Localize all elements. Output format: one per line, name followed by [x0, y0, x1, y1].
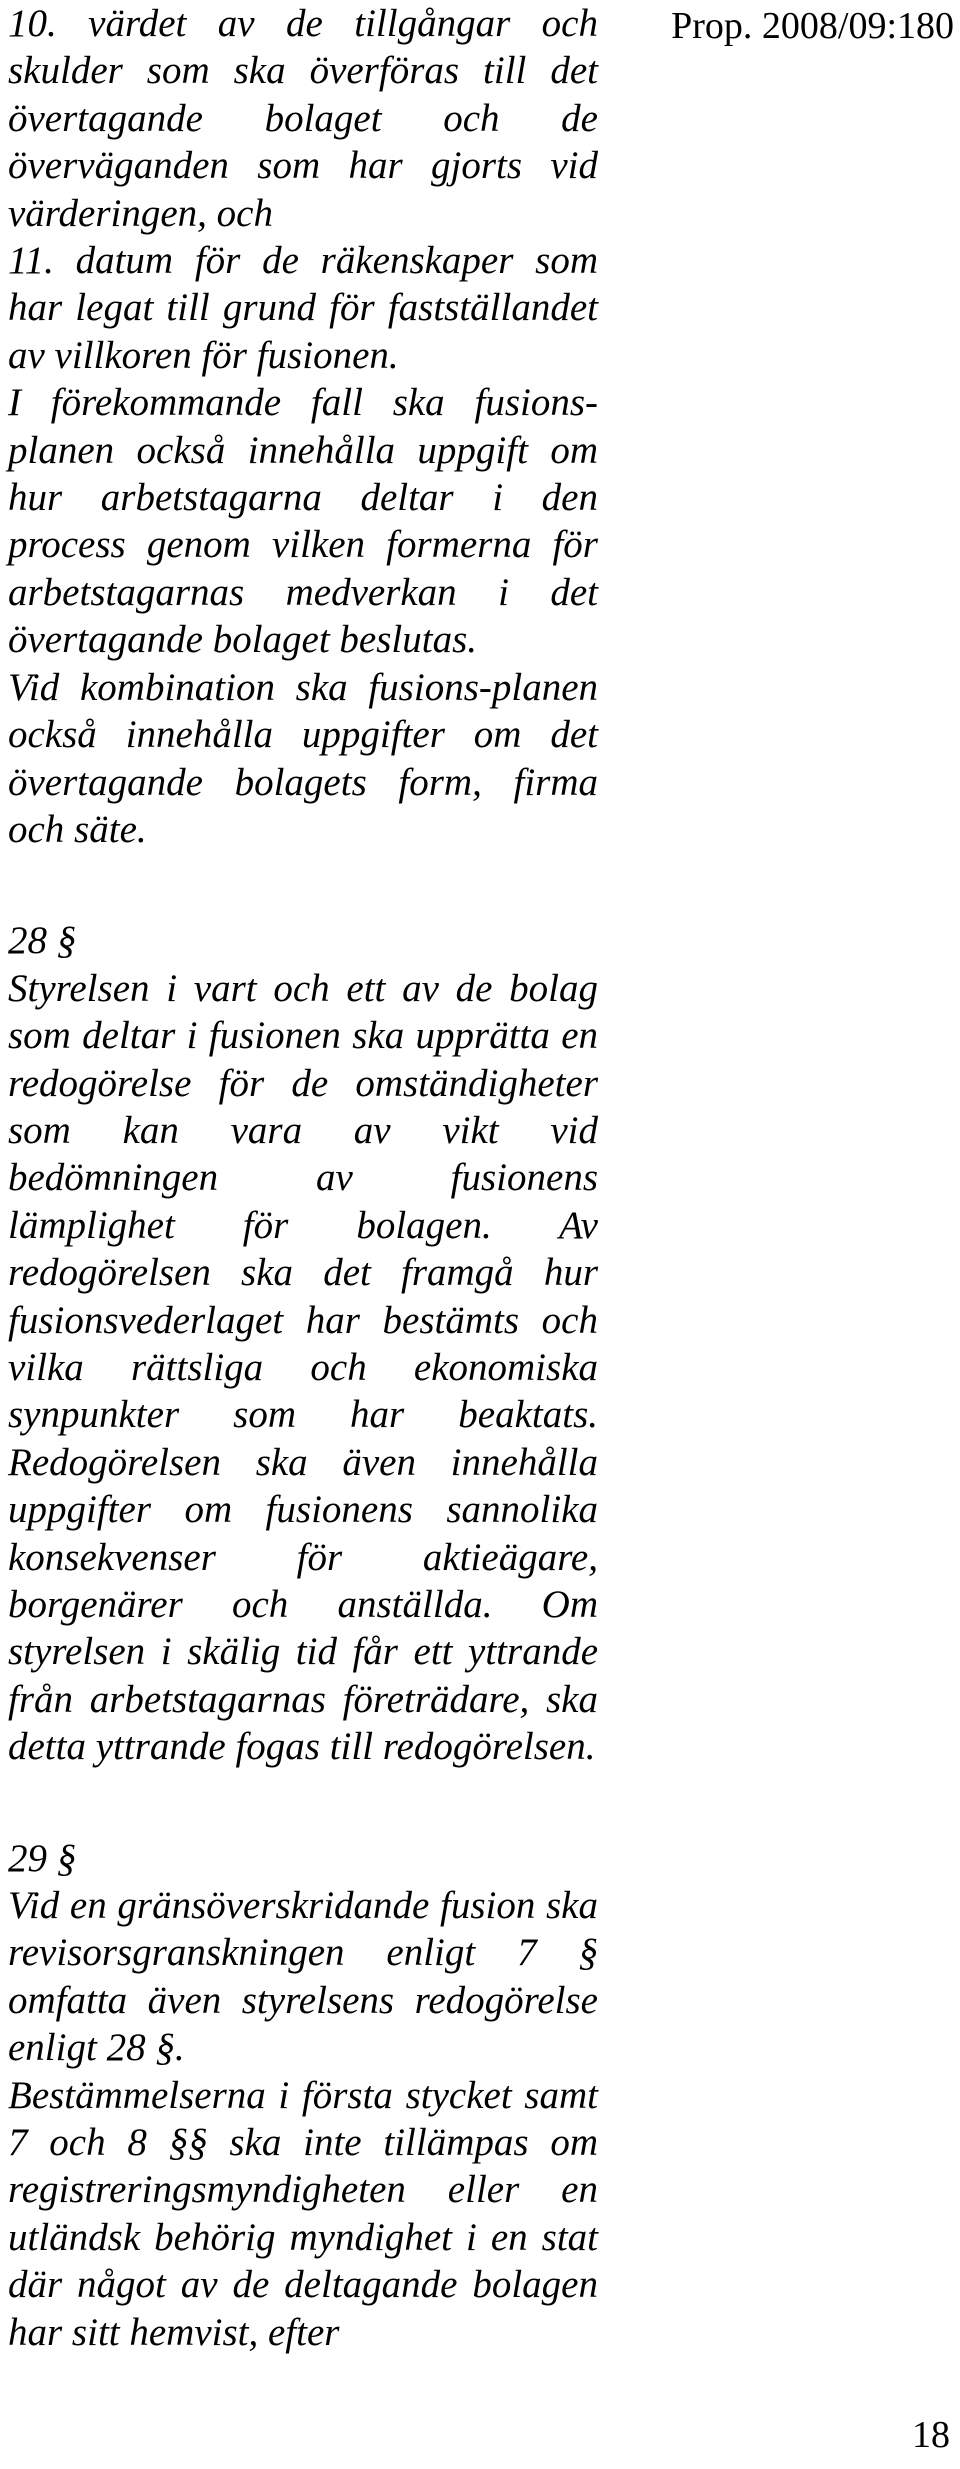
page-number: 18 [912, 2414, 950, 2456]
paragraph-section-28: Styrelsen i vart och ett av de bolag som deltar i fusionen ska upprätta en redogörelse för de omständigheter som kan vara av vikt vid bedömningen av fusionens lämplighet för bolagen. Av redogörelsen ska det framgå hur fusionsvederlaget har bestämts och vilka rättsliga och ekonomiska synpunkter som har beaktats. Redogörelsen ska även innehålla uppgifter om fusionens sannolika konsekvenser för aktieägare, borgenärer och anställda. Om styrelsen i skälig tid får ett yttrande från arbetstagarnas företrädare, ska detta yttrande fogas till redogörelsen. [8, 966, 598, 1769]
paragraph-item-10: 10. värdet av de tillgångar och skulder som ska överföras till det övertagande bolaget och de överväganden som har gjorts vid värderingen, och [8, 2, 598, 235]
paragraph-section-29-first: Vid en gränsöverskridande fusion ska revisorsgranskningen enligt 7 § omfatta även styrelsens redogörelse enligt 28 §. [8, 1884, 598, 2070]
paragraph-employee-participation: I förekommande fall ska fusions-planen också innehålla uppgift om hur arbetstagarna deltar i den process genom vilken formerna för arbetstagarnas medverkan i det övertagande bolaget beslutas. [8, 381, 598, 662]
paragraph-item-11: 11. datum för de räkenskaper som har legat till grund för fastställandet av villkoren för fusionen. [8, 239, 598, 377]
proposition-reference: Prop. 2008/09:180 [671, 5, 954, 47]
section-heading-29: 29 § [8, 1836, 77, 1880]
paragraph-combination: Vid kombination ska fusions-planen också innehålla uppgifter om det övertagande bolagets form, firma och säte. [8, 665, 598, 851]
document-body [8, 0, 598, 2356]
section-heading-28: 28 § [8, 919, 77, 963]
paragraph-section-29-second: Bestämmelserna i första stycket samt 7 och 8 §§ ska inte tillämpas om registreringsmyndigheten eller en utländsk behörig myndighet i en stat där något av de deltagande bolagen har sitt hemvist, efter [8, 2073, 598, 2354]
